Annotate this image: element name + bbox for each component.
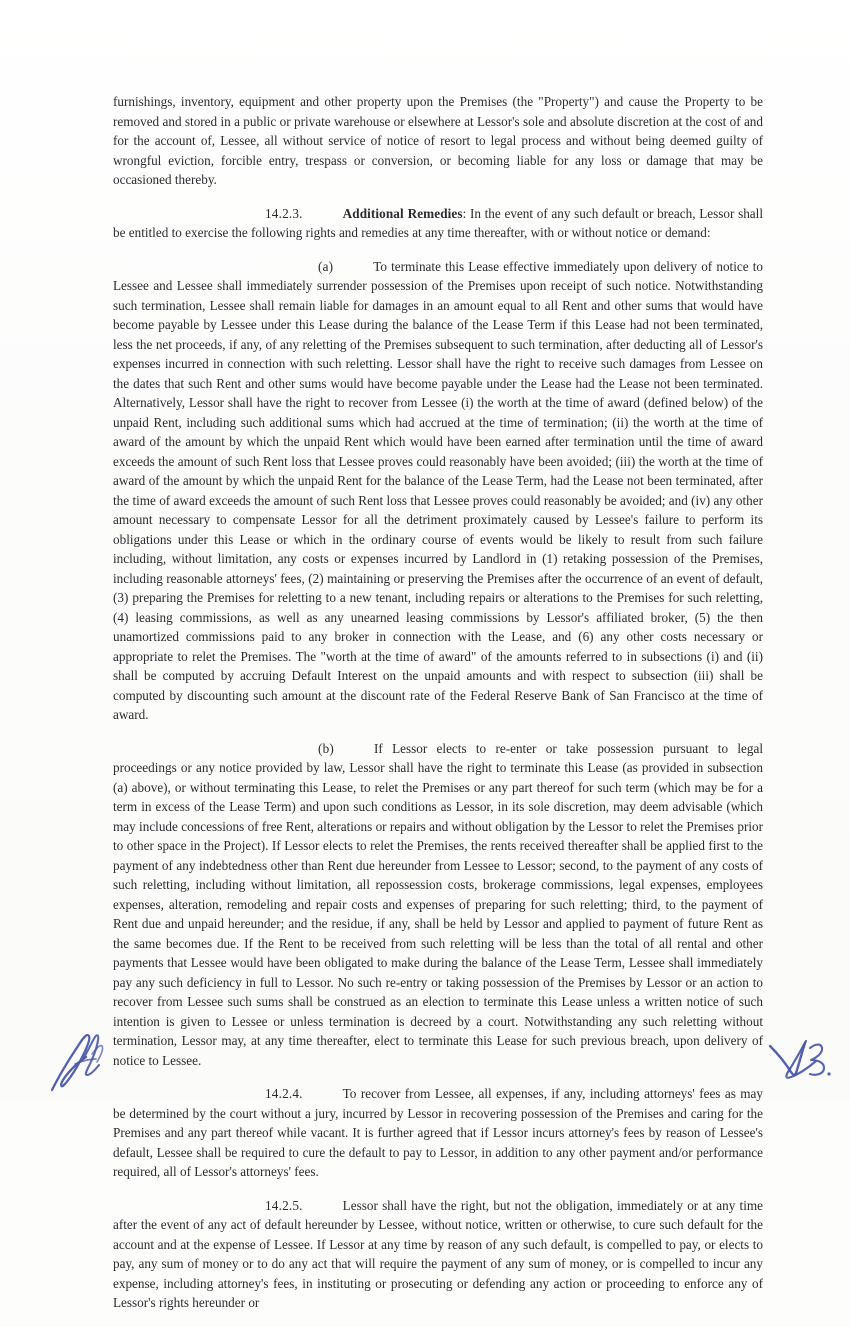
subsection-label-a: (a)	[318, 258, 334, 274]
subsection-a	[113, 257, 763, 725]
section-number-14-2-3: 14.2.3.	[265, 205, 303, 221]
subsection-a-text: To terminate this Lease effective immediately upon delivery of notice to Lessee and Lessee shall immediately surrender possession of the Premises upon receipt of such notice. Notwithstanding such termination, Lessee shall remain liable for damages in an amount equal to all Rent and other sums that would have become payable by Lessee under this Lease during the balance of the Lease Term if this Lease had not been terminated, less the net proceeds, if any, of any reletting of the Premises subsequent to such termination, after deducting all of Lessor's expenses incurred in connection with such reletting. Lessor shall have the right to receive such damages from Lessee on the dates that such Rent and other sums would have become payable under the Lease had the Lease not been terminated. Alternatively, Lessor shall have the right to recover from Lessee (i) the worth at the time of award (defined below) of the unpaid Rent, including such additional sums which had accrued at the time of termination; (ii) the worth at the time of award of the amount by which the unpaid Rent which would have been earned after termination until the time of award exceeds the amount of such Rent loss that Lessee proves could reasonably have been avoided; (iii) the worth at the time of award of the amount by which the unpaid Rent for the balance of the Lease Term, had the Lease not been terminated, after the time of award exceeds the amount of such Rent loss that Lessee proves could reasonably be avoided; and (iv) any other amount necessary to compensate Lessor for all the detriment proximately caused by Lessee's failure to perform its obligations under this Lease or which in the ordinary course of events would be likely to result from such failure including, without limitation, any costs or expenses incurred by Landlord in (1) retaking possession of the Premises, including reasonable attorneys' fees, (2) maintaining or preserving the Premises after the occurrence of an event of default, (3) preparing the Premises for reletting to a new tenant, including repairs or alterations to the Premises for such reletting, (4) leasing commissions, as well as any unearned leasing commissions by Lessor's affiliated broker, (5) the then unamortized commissions paid to any broker in connection with the Lease, and (6) any other costs necessary or appropriate to relet the Premises. The "worth at the time of award" of the amounts referred to in subsections (i) and (ii) shall be computed by accruing Default Interest on the unpaid amounts and with respect to subsection (iii) shall be computed by discounting such amount at the discount rate of the Federal Reserve Bank of San Francisco at the time of award.	[113, 258, 763, 722]
section-14-2-4-text: To recover from Lessee, all expenses, if any, including attorneys' fees as may be determined by the court without a jury, incurred by Lessor in recovering possession of the Premises and caring for the Premises and any part thereof while vacant. It is further agreed that if Lessor incurs attorney's fees by reason of Lessee's default, Lessee shall be required to cure the default to pay to Lessor, in addition to any other payment and/or performance required, all of Lessor's attorneys' fees.	[113, 1086, 763, 1179]
section-heading-additional-remedies: Additional Remedies	[342, 205, 463, 221]
section-14-2-3-text: : In the event of any such default or breach, Lessor shall be entitled to exercise the following rights and remedies at any time thereafter, with or without notice or demand:	[113, 205, 763, 240]
section-14-2-3	[113, 204, 763, 243]
paragraph-continued-from-previous-page: furnishings, inventory, equipment and other property upon the Premises (the "Property") and cause the Property to be removed and stored in a public or private warehouse or elsewhere at Lessor's sole and absolute discretion at the cost of and for the account of, Lessee, all without service of notice of resort to legal process and without being deemed guilty of wrongful eviction, forcible entry, trespass or conversion, or becoming liable for any loss or damage that may be occasioned thereby.	[113, 94, 763, 187]
subsection-label-b: (b)	[318, 740, 334, 756]
section-14-2-5	[113, 1196, 763, 1313]
subsection-b	[113, 739, 763, 1071]
section-number-14-2-5: 14.2.5.	[265, 1197, 303, 1213]
subsection-b-text: If Lessor elects to re-enter or take possession pursuant to legal proceedings or any notice provided by law, Lessor shall have the right to terminate this Lease (as provided in subsection (a) above), or without terminating this Lease, to relet the Premises or any part thereof for such term (which may be for a term in excess of the Lease Term) and upon such conditions as Lessor, in its sole discretion, may deem advisable (which may include concessions of free Rent, alterations or repairs and without obligation by the Lessor to relet the Premises prior to other space in the Project). If Lessor elects to relet the Premises, the rents received thereafter shall be applied first to the payment of any indebtedness other than Rent due hereunder from Lessee to Lessor; second, to the payment of any costs of such reletting, including without limitation, all repossession costs, brokerage commissions, legal expenses, employees expenses, alteration, remodeling and repair costs and expenses of preparing for such reletting; third, to the payment of Rent due and unpaid hereunder; and the residue, if any, shall be held by Lessor and applied to payment of future Rent as the same becomes due. If the Rent to be received from such reletting will be less than the total of all rental and other payments that Lessee would have been obligated to make during the balance of the Lease Term, Lessee shall immediately pay any such deficiency in full to Lessor. No such re-entry or taking possession of the Premises by Lessor or an action to recover from Lessee such sums shall be construed as an election to terminate this Lease unless a written notice of such intention is given to Lessee or unless termination is decreed by a court. Notwithstanding any such reletting without termination, Lessor may, at any time thereafter, elect to terminate this Lease for such previous breach, upon delivery of notice to Lessee.	[113, 740, 763, 1068]
section-14-2-5-text: Lessor shall have the right, but not the obligation, immediately or at any time after the event of any act of default hereunder by Lessee, without notice, written or otherwise, to cure such default for the account and at the expense of Lessee. If Lessor at any time by reason of any such default, is compelled to pay, or elects to pay, any sum of money or to do any act that will require the payment of any sum of money, or is compelled to incur any expense, including attorney's fees, in instituting or prosecuting or defending any action or proceeding to enforce any of Lessor's rights hereunder or	[113, 1197, 763, 1310]
section-number-14-2-4: 14.2.4.	[265, 1086, 303, 1101]
section-14-2-4	[113, 1084, 763, 1182]
document-text-body	[113, 92, 763, 1327]
